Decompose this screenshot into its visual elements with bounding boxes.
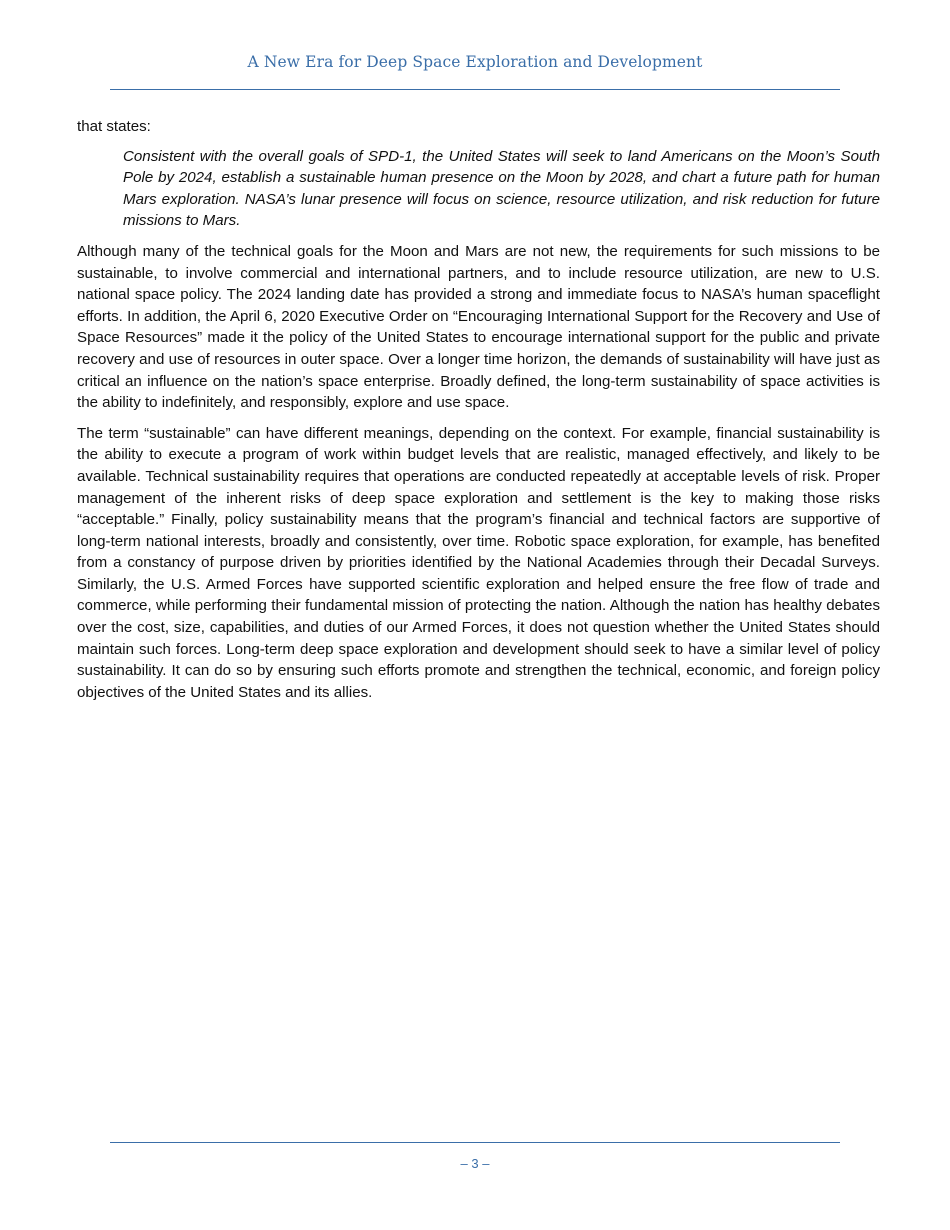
footer-divider (110, 1142, 840, 1143)
body-paragraph: The term “sustainable” can have different meanings, depending on the context. For example, financial sustainability is the ability to execute a program of work within budget levels that are realistic, managed effectively, and likely to be available. Technical sustainability requires that operations are conducted repeatedly at acceptable levels of risk. Proper management of the inherent risks of deep space exploration and settlement is the key to making those risks “acceptable.” Finally, policy sustainability means that the program’s financial and technical factors are supportive of long-term national interests, broadly and consistently, over time. Robotic space exploration, for example, has benefited from a constancy of purpose driven by priorities identified by the National Academies through their Decadal Surveys. Similarly, the U.S. Armed Forces have supported scientific exploration and helped ensure the free flow of trade and commerce, while performing their fundamental mission of protecting the nation. Although the nation has healthy debates over the cost, size, capabilities, and duties of our Armed Forces, it does not question whether the United States should maintain such forces. Long-term deep space exploration and development should seek to have a similar level of policy sustainability. It can do so by ensuring such efforts promote and strengthen the technical, economic, and foreign policy objectives of the United States and its allies. (77, 424, 880, 701)
page-number: – 3 – (460, 1156, 490, 1171)
page-body (77, 116, 880, 712)
block-quote: Consistent with the overall goals of SPD-1, the United States will seek to land Americans on the Moon’s South Pole by 2024, establish a sustainable human presence on the Moon by 2028, and chart a future path for human Mars exploration. NASA’s lunar presence will focus on science, resource utilization, and risk reduction for future missions to Mars. (123, 147, 880, 230)
header-divider (110, 89, 840, 90)
body-paragraph: Although many of the technical goals for the Moon and Mars are not new, the requirements for such missions to be sustainable, to involve commercial and international partners, and to include resource utilization, are new to U.S. national space policy. The 2024 landing date has provided a strong and immediate focus to NASA’s human spaceflight efforts. In addition, the April 6, 2020 Executive Order on “Encouraging International Support for the Recovery and Use of Space Resources” made it the policy of the United States to encourage international support for the public and private recovery and use of resources in outer space. Over a longer time horizon, the demands of sustainability will have just as critical an influence on the nation’s space enterprise. Broadly defined, the long-term sustainability of space activities is the ability to indefinitely, and responsibly, explore and use space. (77, 242, 880, 412)
lead-in-text: that states: (77, 118, 151, 135)
running-header-title: A New Era for Deep Space Exploration and Development (247, 53, 703, 71)
